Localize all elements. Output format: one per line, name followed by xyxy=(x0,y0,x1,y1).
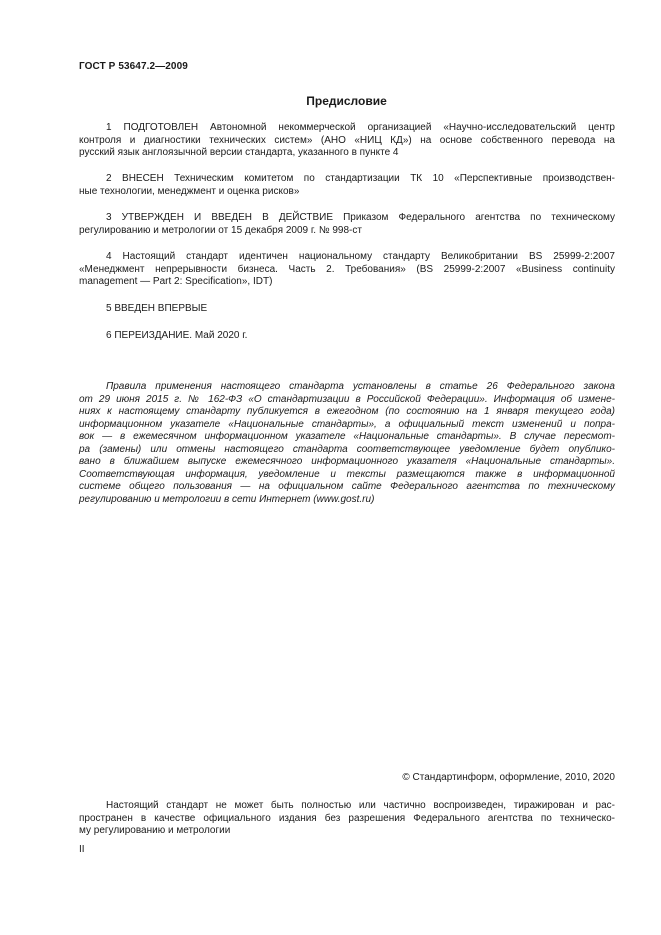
text-line: management — Part 2: Specification», IDT) xyxy=(79,276,273,287)
text-line: пространен в качестве официального издания без разрешения Федерального агентства по техническо- xyxy=(79,812,615,824)
text-line: «Менеджмент непрерывности бизнеса. Часть 2. Требования» (BS 25999-2:2007 «Business continuity xyxy=(79,263,615,275)
text-line: 6 ПЕРЕИЗДАНИЕ. Май 2020 г. xyxy=(106,330,248,341)
notice-line: информационном указателе «Национальные стандарты», а официальный текст изменений и попра- xyxy=(79,418,615,430)
notice-line: регулированию и метрологии в сети Интернет (www.gost.ru) xyxy=(79,493,375,505)
text-line: 5 ВВЕДЕН ВПЕРВЫЕ xyxy=(106,303,208,314)
preface-item-4 xyxy=(79,251,615,289)
document-code: ГОСТ Р 53647.2—2009 xyxy=(79,61,188,72)
preface-item-1 xyxy=(79,122,615,160)
text-line: ные технологии, менеджмент и оценка рисков» xyxy=(79,185,300,197)
text-line: 2 ВНЕСЕН Техническим комитетом по стандартизации ТК 10 «Перспективные производствен- xyxy=(106,173,615,184)
text-line: 3 УТВЕРЖДЕН И ВВЕДЕН В ДЕЙСТВИЕ Приказом Федерального агентства по техническому xyxy=(106,212,615,223)
page-number: II xyxy=(79,844,85,855)
preface-title: Предисловие xyxy=(306,94,387,108)
preface-item-6 xyxy=(79,330,615,343)
text-line: контроля и диагностики технических систем» (АНО «НИЦ КД») на основе собственного перевода на xyxy=(79,134,615,146)
notice-line: вок — в ежемесячном информационном указателе «Национальные стандарты». В случае пересмот- xyxy=(79,431,615,442)
text-line: 4 Настоящий стандарт идентичен национальному стандарту Великобритании BS 25999-2:2007 xyxy=(106,251,615,262)
notice-line: ра (замены) или отмены настоящего стандарта соответствующее уведомление будет опублико- xyxy=(79,443,615,455)
notice-line: ниях к настоящему стандарту публикуется в ежегодном (по состоянию на 1 января текущего года) xyxy=(79,406,615,417)
notice-line: Правила применения настоящего стандарта установлены в статье 26 Федерального закона xyxy=(106,381,615,392)
notice-line: от 29 июня 2015 г. № 162-ФЗ «О стандартизации в Российской Федерации». Информация об измене- xyxy=(79,393,615,405)
preface-item-5 xyxy=(79,303,615,316)
text-line: русский язык англоязычной версии стандарта, указанного в пункте 4 xyxy=(79,147,399,158)
preface-item-2 xyxy=(79,173,615,198)
text-line: регулированию и метрологии от 15 декабря 2009 г. № 998-ст xyxy=(79,224,362,236)
reproduction-notice xyxy=(79,800,615,838)
notice-line: Соответствующая информация, уведомление и тексты размещаются также в информационной xyxy=(79,468,615,480)
preface-item-3 xyxy=(79,212,615,237)
notice-line: вано в ближайшем выпуске ежемесячного информационного указателя «Национальные стандарты». xyxy=(79,456,615,467)
notice-line: системе общего пользования — на официальном сайте Федерального агентства по техническому xyxy=(79,481,615,492)
text-line: Настоящий стандарт не может быть полностью или частично воспроизведен, тиражирован и рас- xyxy=(106,800,615,811)
copyright-notice: © Стандартинформ, оформление, 2010, 2020 xyxy=(402,772,615,783)
text-line: 1 ПОДГОТОВЛЕН Автономной некоммерческой организацией «Научно-исследовательский центр xyxy=(106,122,615,133)
text-line: му регулированию и метрологии xyxy=(79,825,231,836)
standard-application-notice xyxy=(79,381,615,506)
